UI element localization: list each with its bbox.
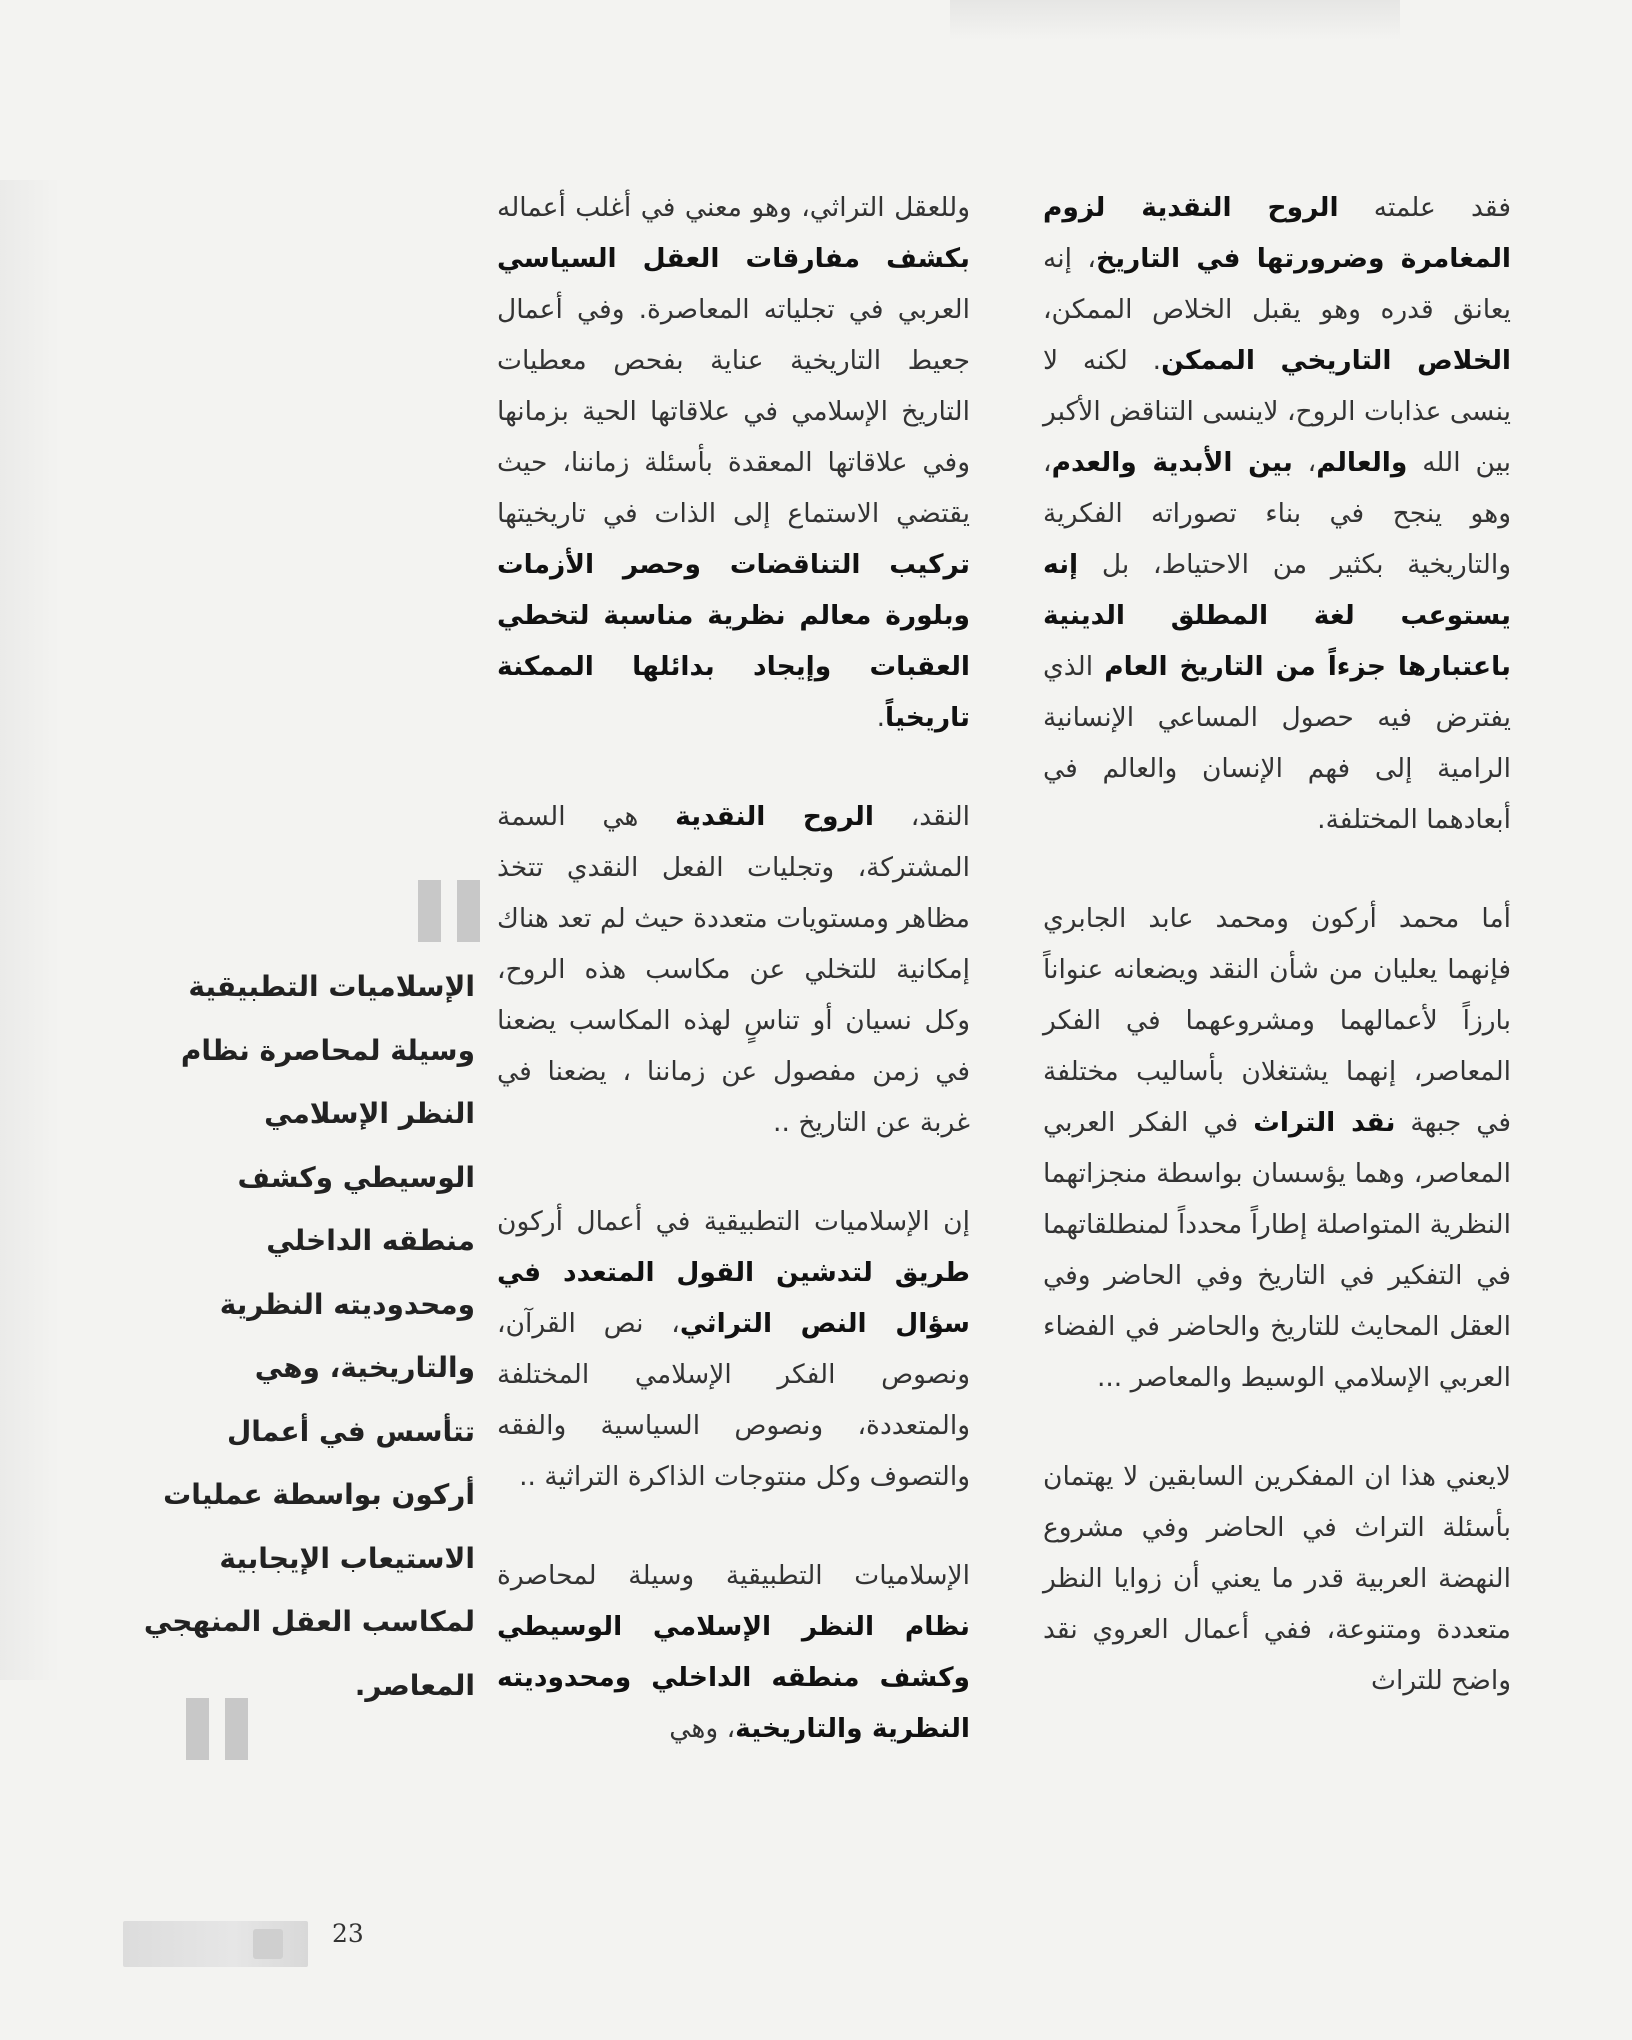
pull-quote-line: الاستيعاب الإيجابية xyxy=(219,1541,475,1575)
pull-quote-line: أركون بواسطة عمليات xyxy=(163,1478,475,1511)
pull-quote-line: الإسلاميات التطبيقية xyxy=(188,970,475,1003)
paragraph xyxy=(1043,893,1511,1403)
emphasis-text: الخلاص التاريخي الممكن xyxy=(1161,345,1511,376)
body-text: وللعقل التراثي، وهو معني في أغلب أعماله xyxy=(497,192,970,223)
pull-quote-line: الوسيطي وكشف xyxy=(237,1160,475,1194)
pull-quote-line: لمكاسب العقل المنهجي xyxy=(143,1605,475,1638)
body-text: . لكنه لا ينسى عذابات الروح، لاينسى التناقض الأكبر بين الله xyxy=(1043,345,1512,478)
body-text: . xyxy=(876,702,886,733)
bleed-through-shadow xyxy=(0,180,60,1680)
page-number: 23 xyxy=(332,1919,364,1948)
emphasis-text: الروح النقدية لزوم المغامرة وضرورتها في التاريخ xyxy=(1043,192,1511,274)
emphasis-text: إنه يستوعب لغة المطلق الدينية باعتبارها جزءاً من التاريخ العام xyxy=(1043,549,1512,682)
article-column-right xyxy=(1043,182,1511,1706)
paragraph xyxy=(1043,1451,1511,1706)
pull-quote-line: المعاصر. xyxy=(354,1668,475,1702)
emphasis-text: بكشف مفارقات العقل السياسي xyxy=(497,243,970,274)
paragraph xyxy=(497,1196,970,1502)
pull-quote-line: والتاريخية، وهي xyxy=(254,1351,475,1384)
body-text: إن الإسلاميات التطبيقية في أعمال أركون xyxy=(497,1206,970,1237)
body-text: النقد، xyxy=(873,801,971,832)
body-text: الذي يفترض فيه حصول المساعي الإنسانية الرامية إلى فهم الإنسان والعالم في أبعادهما المختلفة. xyxy=(1043,651,1511,835)
paragraph xyxy=(497,1550,970,1754)
quote-mark-open xyxy=(418,880,480,942)
emphasis-text: طريق لتدشين القول المتعدد في سؤال النص التراثي xyxy=(497,1257,970,1339)
paragraph xyxy=(497,182,970,743)
body-text: أما محمد أركون ومحمد عابد الجابري فإنهما يعليان من شأن النقد ويضعانه عنواناً بارزاً لأعمالهما ومشروعهما في الفكر المعاصر، إنهما يشتغلان بأساليب مختلفة في جبهة xyxy=(1043,903,1512,1138)
body-text: فقد علمته xyxy=(1338,192,1511,223)
body-text: في الفكر العربي المعاصر، وهما يؤسسان بواسطة منجزاتهما النظرية المتواصلة إطاراً محدداً لمنطلقاتهما في التفكير في التاريخ وفي الحاضر وفي العقل المحايث للتاريخ والحاضر في الفضاء العربي الإسلامي الوسيط والمعاصر ... xyxy=(1043,1107,1511,1393)
paragraph xyxy=(497,791,970,1148)
pull-quote-line: ومحدوديته النظرية xyxy=(219,1287,475,1321)
body-text: ، xyxy=(1292,447,1317,478)
paragraph xyxy=(1043,182,1511,845)
pull-quote xyxy=(143,955,475,1717)
pull-quote-line: منطقه الداخلي xyxy=(266,1224,475,1257)
pull-quote-line: تتأسس في أعمال xyxy=(226,1414,475,1448)
emphasis-text: نقد التراث xyxy=(1253,1107,1396,1138)
emphasis-text: الروح النقدية xyxy=(675,801,874,832)
bleed-through-shadow xyxy=(950,0,1400,40)
pull-quote-line: النظر الإسلامي xyxy=(264,1097,475,1130)
magazine-logo xyxy=(123,1921,308,1967)
body-text: ، وهي xyxy=(669,1713,736,1744)
body-text: الإسلاميات التطبيقية وسيلة لمحاصرة xyxy=(497,1560,970,1591)
body-text: ، إنه يعانق قدره وهو يقبل الخلاص الممكن، xyxy=(1043,243,1511,325)
body-text: ، وهو ينجح في بناء تصوراته الفكرية والتاريخية بكثير من الاحتياط، بل xyxy=(1043,447,1511,580)
body-text: لايعني هذا ان المفكرين السابقين لا يهتمان بأسئلة التراث في الحاضر وفي مشروع النهضة العربية قدر ما يعني أن زوايا النظر متعددة ومتنوعة، ففي أعمال العروي نقد واضح للتراث xyxy=(1043,1461,1511,1696)
emphasis-text: بين الأبدية والعدم xyxy=(1051,447,1293,478)
pull-quote-line: وسيلة لمحاصرة نظام xyxy=(180,1033,475,1067)
emphasis-text: تركيب التناقضات وحصر الأزمات وبلورة معالم نظرية مناسبة لتخطي العقبات وإيجاد بدائلها الممكنة تاريخياً xyxy=(497,549,970,733)
emphasis-text: نظام النظر الإسلامي الوسيطي وكشف منطقه الداخلي ومحدوديته النظرية والتاريخية xyxy=(497,1611,970,1744)
article-column-middle xyxy=(497,182,970,1754)
body-text: هي السمة المشتركة، وتجليات الفعل النقدي تتخذ مظاهر ومستويات متعددة حيث لم تعد هناك إمكانية للتخلي عن مكاسب هذه الروح، وكل نسيان أو تناسٍ لهذه المكاسب يضعنا في زمن مفصول عن زماننا ، يضعنا في غربة عن التاريخ .. xyxy=(497,801,970,1138)
body-text: ، نص القرآن، ونصوص الفكر الإسلامي المختلفة والمتعددة، ونصوص السياسية والفقه والتصوف وكل منتوجات الذاكرة التراثية .. xyxy=(497,1308,970,1492)
emphasis-text: والعالم xyxy=(1316,447,1408,478)
quote-mark-close xyxy=(186,1698,248,1760)
body-text: العربي في تجلياته المعاصرة. وفي أعمال جعيط التاريخية عناية بفحص معطيات التاريخ الإسلامي في علاقاتها الحية بزمانها وفي علاقاتها المعقدة بأسئلة زماننا، حيث يقتضي الاستماع إلى الذات في تاريخيتها xyxy=(497,294,970,529)
